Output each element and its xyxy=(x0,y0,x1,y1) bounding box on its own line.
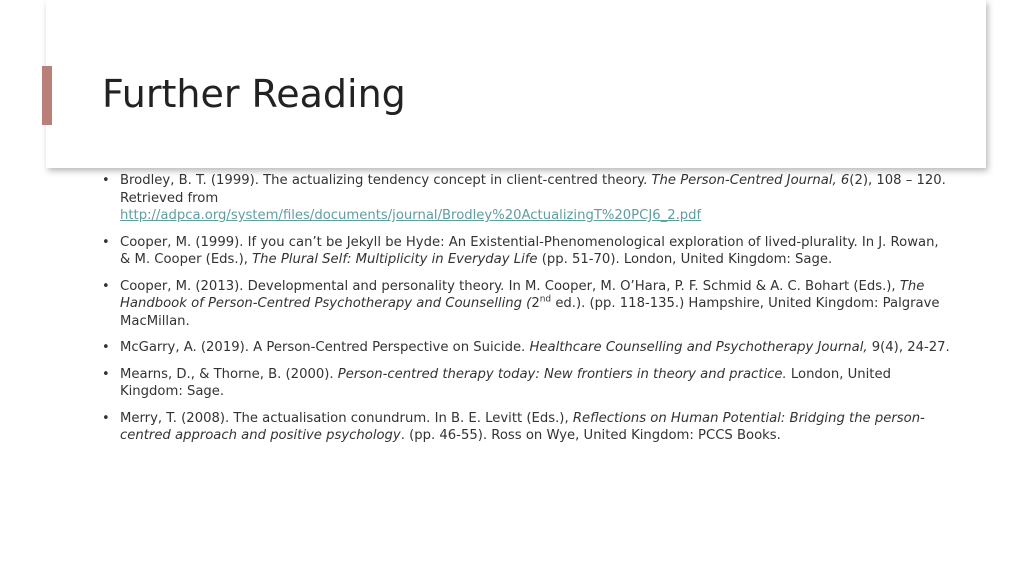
edition-superscript: nd xyxy=(539,294,552,305)
bullet-icon: • xyxy=(102,278,110,294)
book-title: The Handbook of Person-Centred Psychotherapy and Counselling ( xyxy=(120,278,925,311)
reference-list xyxy=(102,172,952,454)
book-title: Reflections on Human Potential: Bridging the person-centred approach and positive psychology xyxy=(120,410,925,443)
reference-text: Mearns, D., & Thorne, B. (2000). xyxy=(120,366,338,382)
reference-item-cooper-1999 xyxy=(102,234,952,269)
reference-item-merry xyxy=(102,410,952,445)
journal-title: The Person-Centred Journal, 6 xyxy=(651,173,850,188)
reference-link[interactable]: http://adpca.org/system/files/documents/journal/Brodley%20ActualizingT%20PCJ6_2.pdf xyxy=(120,208,702,223)
edition-number: 2 xyxy=(531,296,540,311)
bullet-icon: • xyxy=(102,366,110,382)
book-title: Person-centred therapy today: New frontiers in theory and practice. xyxy=(337,366,787,382)
journal-title: Healthcare Counselling and Psychotherapy Journal, xyxy=(529,340,868,355)
reference-text: Cooper, M. (2013). Developmental and personality theory. In M. Cooper, M. O’Hara, P. F. Schmid & A. C. Bohart (Eds.), xyxy=(120,278,900,294)
bullet-icon: • xyxy=(102,173,110,188)
reference-text: Brodley, B. T. (1999). The actualizing tendency concept in client-centred theory. xyxy=(120,173,652,188)
reference-text: London, United Kingdom: Sage. xyxy=(120,366,891,399)
bullet-icon: • xyxy=(102,234,110,250)
book-title: The Plural Self: Multiplicity in Everyday Life xyxy=(252,252,538,267)
reference-text: (2), 108 – 120. Retrieved from xyxy=(120,173,946,206)
bullet-icon: • xyxy=(102,340,110,355)
reference-text: ed.). (pp. 118-135.) Hampshire, United Kingdom: Palgrave MacMillan. xyxy=(120,296,940,329)
slide-title: Further Reading xyxy=(102,72,406,116)
reference-text: McGarry, A. (2019). A Person-Centred Perspective on Suicide. xyxy=(120,340,530,355)
reference-text: (pp. 51-70). London, United Kingdom: Sage. xyxy=(537,252,833,267)
reference-text: 9(4), 24-27. xyxy=(867,340,950,355)
reference-item-mcgarry xyxy=(102,339,952,357)
reference-item-cooper-2013 xyxy=(102,278,952,331)
reference-text: . (pp. 46-55). Ross on Wye, United Kingdom: PCCS Books. xyxy=(400,428,781,443)
bullet-icon: • xyxy=(102,410,110,426)
reference-item-mearns-thorne xyxy=(102,366,952,401)
reference-item-brodley xyxy=(102,172,952,225)
reference-text: Cooper, M. (1999). If you can’t be Jekyll be Hyde: An Existential-Phenomenological exploration of lived-plurality. In J. Rowan, & M. Cooper (Eds.), xyxy=(120,234,939,267)
reference-text: Merry, T. (2008). The actualisation conundrum. In B. E. Levitt (Eds.), xyxy=(120,410,573,426)
accent-bar xyxy=(42,66,52,125)
